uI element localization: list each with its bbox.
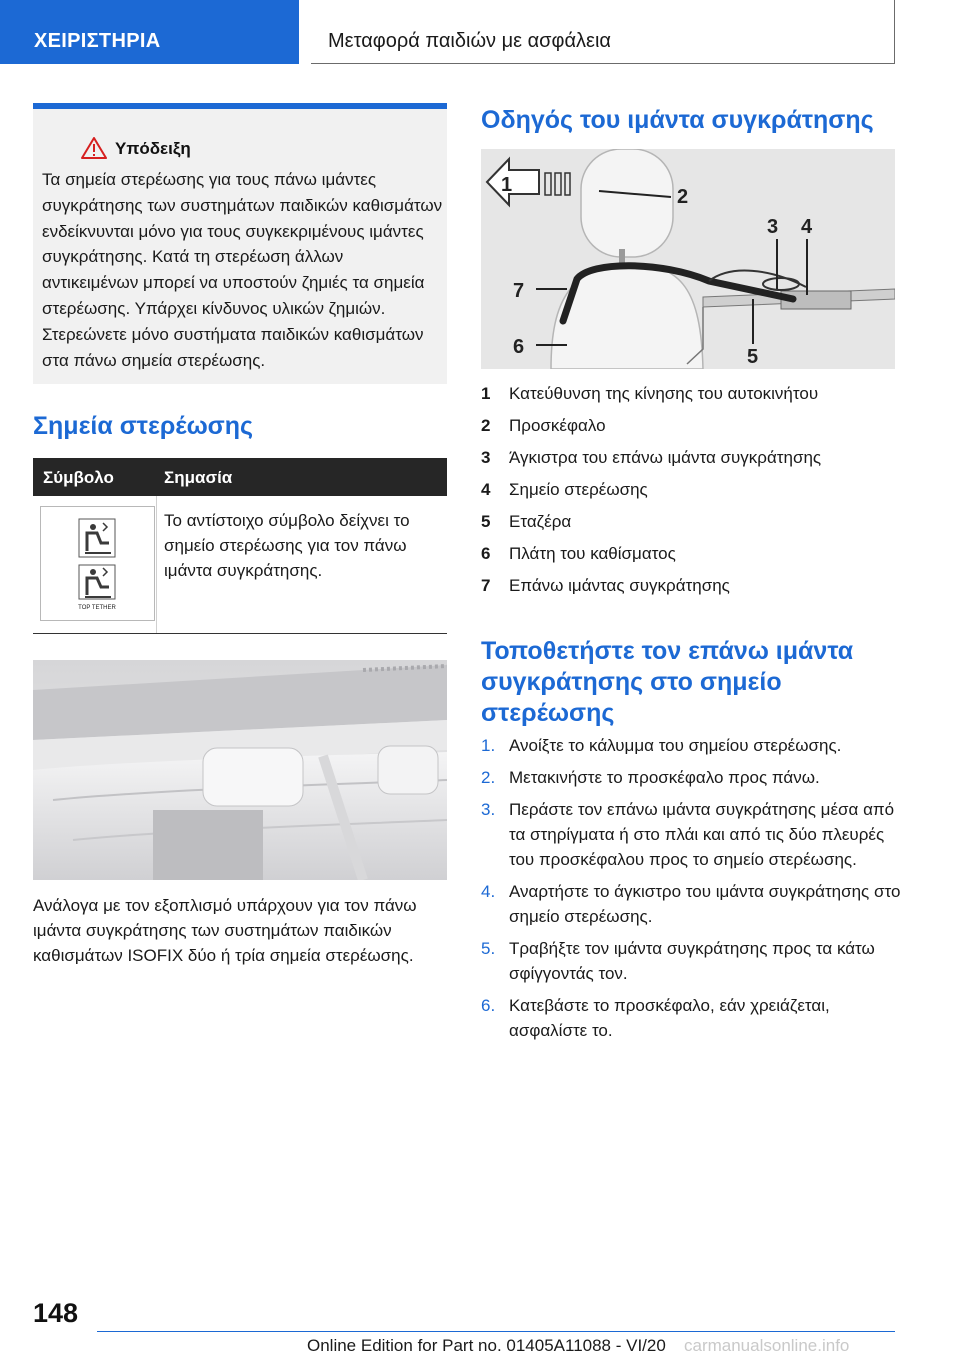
step-text: Περάστε τον επάνω ιμάντα συγκράτησης μέσα από τα στηρίγματα ή στο πλάι και από τις δύο πλευρές του προσκέφαλου προς το σημείο στερέωσης. [509,800,895,869]
note-title: Υπόδειξη [115,139,191,158]
step-number: 6. [481,996,496,1015]
footer-edition: Online Edition for Part no. 01405A11088 - VI/20 [307,1336,666,1355]
step-text: Ανοίξτε το κάλυμμα του σημείου στερέωσης. [509,736,842,755]
legend-item [481,477,895,509]
legend-item [481,573,895,605]
legend-text: Επάνω ιμάντας συγκράτησης [509,576,730,595]
table-header [33,458,447,496]
tether-guide-diagram [481,149,895,369]
table-header-symbol: Σύμβολο [43,468,114,487]
legend-text: Εταζέρα [509,512,572,531]
diagram-label-1: 1 [501,174,513,196]
rear-seat-photo [33,660,447,880]
step-number: 3. [481,800,496,819]
rear-seat-illustration [33,660,447,880]
legend-item [481,509,895,541]
guide-section-title: Οδηγός του ιμάντα συγκράτησης [481,106,874,134]
step-number: 1. [481,736,496,755]
step-item [481,765,901,790]
photo-caption: Ανάλογα με τον εξοπλισμό υπάρχουν για τον πάνω ιμάντα συγκράτησης των συστημάτων παιδικών καθισμάτων ISOFIX δύο ή τρία σημεία στερέωσης. [33,896,417,965]
step-item [481,797,901,872]
table-meaning-text: Το αντίστοιχο σύμβολο δείχνει το σημείο στερέωσης για τον πάνω ιμάντα συγκράτησης. [164,511,410,580]
warning-icon [81,136,107,160]
steps-section-title: Τοποθετήστε τον επάνω ιμάντα συγκράτησης στο σημείο στερέωσης [481,637,854,727]
tether-diagram-illustration [481,149,895,369]
legend-text: Κατεύθυνση της κίνησης του αυτοκινήτου [509,384,819,403]
legend-number: 3 [481,448,491,467]
diagram-label-4: 4 [801,216,813,238]
diagram-legend [481,381,895,605]
legend-item [481,413,895,445]
step-number: 2. [481,768,496,787]
footer-rule [97,1331,895,1332]
note-box [33,103,447,384]
table-column-divider [156,496,157,633]
legend-item [481,541,895,573]
diagram-label-5: 5 [747,346,759,368]
steps-list [481,733,901,1050]
legend-text: Πλάτη του καθίσματος [509,544,676,563]
step-item [481,993,901,1043]
step-number: 4. [481,882,496,901]
legend-number: 6 [481,544,491,563]
header-section-label: ΧΕΙΡΙΣΤΗΡΙΑ [34,30,161,52]
legend-number: 4 [481,480,491,499]
legend-text: Προσκέφαλο [509,416,606,435]
table-header-meaning: Σημασία [164,468,233,487]
step-item [481,879,901,929]
diagram-label-7: 7 [513,280,525,302]
table-bottom-rule [33,633,447,634]
legend-text: Άγκιστρα του επάνω ιμάντα συγκράτησης [509,448,822,467]
header-chapter-box [311,0,895,64]
top-tether-label: TOP TETHER [78,605,116,611]
legend-item [481,381,895,413]
top-tether-symbol [40,506,155,621]
step-text: Τραβήξτε τον ιμάντα συγκράτησης προς τα κάτω σφίγγοντάς τον. [509,939,875,983]
note-text: Τα σημεία στερέωσης για τους πάνω ιμάντες συγκράτησης των συστημάτων παιδικών καθισμάτων ενδείκνυνται μόνο για τους συγκεκριμένους ιμάντες συγκράτησης. Κατά τη στερέωση άλλων αντικειμένων μπορεί να υποστούν ζημιές τα σημεία στερέωσης. Υπάρχει κίνδυνος υλικών ζημιών. Στερεώνετε μόνο συστήματα παιδικών καθισμάτων στα πάνω σημεία στερέωσης. [42,170,443,370]
step-item [481,733,901,758]
diagram-label-6: 6 [513,336,525,358]
child-seat-anchor-icon [41,507,154,620]
header-chapter-label: Μεταφορά παιδιών με ασφάλεια [328,30,611,52]
diagram-label-3: 3 [767,216,779,238]
legend-number: 7 [481,576,491,595]
header-section-tab [0,0,299,64]
step-item [481,936,901,986]
diagram-label-2: 2 [677,186,689,208]
footer-watermark: carmanualsonline.info [684,1336,850,1355]
page-number: 148 [33,1298,79,1328]
step-text: Μετακινήστε το προσκέφαλο προς πάνω. [509,768,820,787]
anchor-section-title: Σημεία στερέωσης [33,412,254,440]
legend-item [481,445,895,477]
step-text: Αναρτήστε το άγκιστρο του ιμάντα συγκράτησης στο σημείο στερέωσης. [509,882,901,926]
legend-text: Σημείο στερέωσης [509,480,648,499]
legend-number: 5 [481,512,491,531]
step-number: 5. [481,939,496,958]
step-text: Κατεβάστε το προσκέφαλο, εάν χρειάζεται, ασφαλίστε το. [509,996,830,1040]
legend-number: 2 [481,416,491,435]
legend-number: 1 [481,384,491,403]
